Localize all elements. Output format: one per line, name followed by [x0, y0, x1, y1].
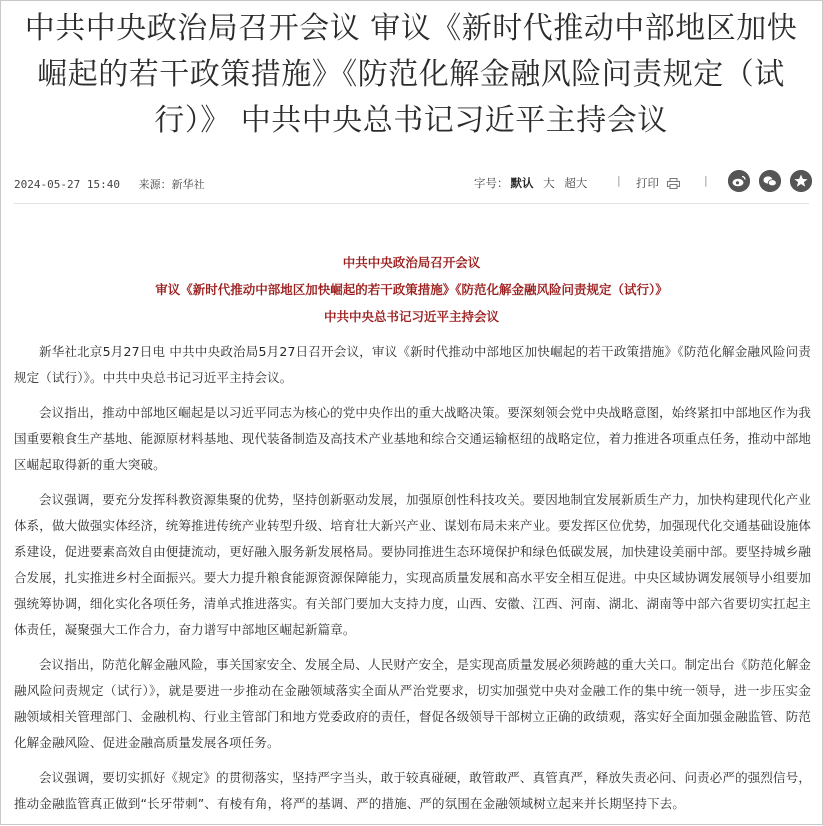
font-size-xlarge[interactable]: 超大: [564, 176, 588, 190]
font-size-default[interactable]: 默认: [510, 176, 534, 190]
printer-icon: [667, 178, 680, 189]
article-paragraph: 会议指出，推动中部地区崛起是以习近平同志为核心的党中央作出的重大战略决策。要深刻领会党中央战略意图，始终紧扣中部地区作为我国重要粮食生产基地、能源原材料基地、现代装备制造及高技术产业基地和综合交通运输枢纽的战略定位，着力推进各项重点任务，推动中部地区崛起取得新的重大突破。: [14, 405, 811, 472]
article-subtitle: [14, 249, 809, 330]
subtitle-line: 中共中央政治局召开会议: [342, 255, 481, 270]
article-paragraph: 会议强调，要充分发挥科教资源集聚的优势，坚持创新驱动发展，加强原创性科技攻关。要因地制宜发展新质生产力，加快构建现代化产业体系，做大做强实体经济，统筹推进传统产业转型升级、培育壮大新兴产业、谋划布局未来产业。要发挥区位优势，加强现代化交通基础设施体系建设，促进要素高效自由便捷流动，更好融入服务新发展格局。要协同推进生态环境保护和绿色低碳发展，加快建设美丽中部。要坚持城乡融合发展，扎实推进乡村全面振兴。要大力提升粮食能源资源保障能力，实现高质量发展和高水平安全相互促进。中央区域协调发展领导小组要加强统筹协调，细化实化各项任务，清单式推进落实。有关部门要加大支持力度，山西、安徽、江西、河南、湖北、湖南等中部六省要切实扛起主体责任，凝聚强大工作合力，奋力谱写中部地区崛起新篇章。: [14, 492, 811, 637]
weibo-icon[interactable]: [728, 170, 750, 192]
article-paragraph: 会议指出，防范化解金融风险，事关国家安全、发展全局、人民财产安全，是实现高质量发展必须跨越的重大关口。制定出台《防范化解金融风险问责规定（试行）》，就是要进一步推动在金融领域落实全面从严治党要求，切实加强党中央对金融工作的集中统一领导，进一步压实金融领域相关管理部门、金融机构、行业主管部门和地方党委政府的责任，督促各级领导干部树立正确的政绩观，落实好全面加强金融监管、防范化解金融风险、促进金融高质量发展各项任务。: [14, 657, 811, 750]
divider: |: [704, 174, 708, 187]
header-divider: [14, 203, 809, 204]
divider: |: [617, 174, 621, 187]
font-size-label: 字号：: [474, 176, 509, 190]
article-paragraph: 新华社北京5月27日电 中共中央政治局5月27日召开会议，审议《新时代推动中部地区加快崛起的若干政策措施》《防范化解金融风险问责规定（试行）》。中共中央总书记习近平主持会议。: [14, 344, 811, 385]
publish-info: [14, 176, 217, 192]
article-paragraph: 会议强调，要切实抓好《规定》的贯彻落实，坚持严字当头，敢于较真碰硬，敢管敢严、真管真严，释放失责必问、问责必严的强烈信号，推动金融监管真正做到“长牙带刺”、有棱有角，将严的基调、严的措施、严的氛围在金融领域树立起来并长期坚持下去。: [14, 770, 811, 811]
font-size-switcher: [474, 175, 593, 191]
favorite-icon[interactable]: [790, 170, 812, 192]
article-meta-bar: [14, 172, 809, 194]
page-title: 中共中央政治局召开会议 审议《新时代推动中部地区加快崛起的若干政策措施》《防范化解金融风险问责规定（试行）》 中共中央总书记习近平主持会议: [24, 11, 798, 138]
source-label: 来源：: [138, 178, 172, 191]
source-name: 新华社: [171, 178, 205, 191]
subtitle-line: 审议《新时代推动中部地区加快崛起的若干政策措施》《防范化解金融风险问责规定（试行）》: [155, 282, 668, 297]
print-button[interactable]: [636, 175, 680, 191]
publish-datetime: 2024-05-27 15:40: [14, 178, 120, 191]
font-size-large[interactable]: 大: [543, 176, 555, 190]
wechat-icon[interactable]: [759, 170, 781, 192]
print-label: 打印: [636, 176, 659, 190]
subtitle-line: 中共中央总书记习近平主持会议: [323, 309, 499, 324]
article-body: [14, 339, 811, 826]
